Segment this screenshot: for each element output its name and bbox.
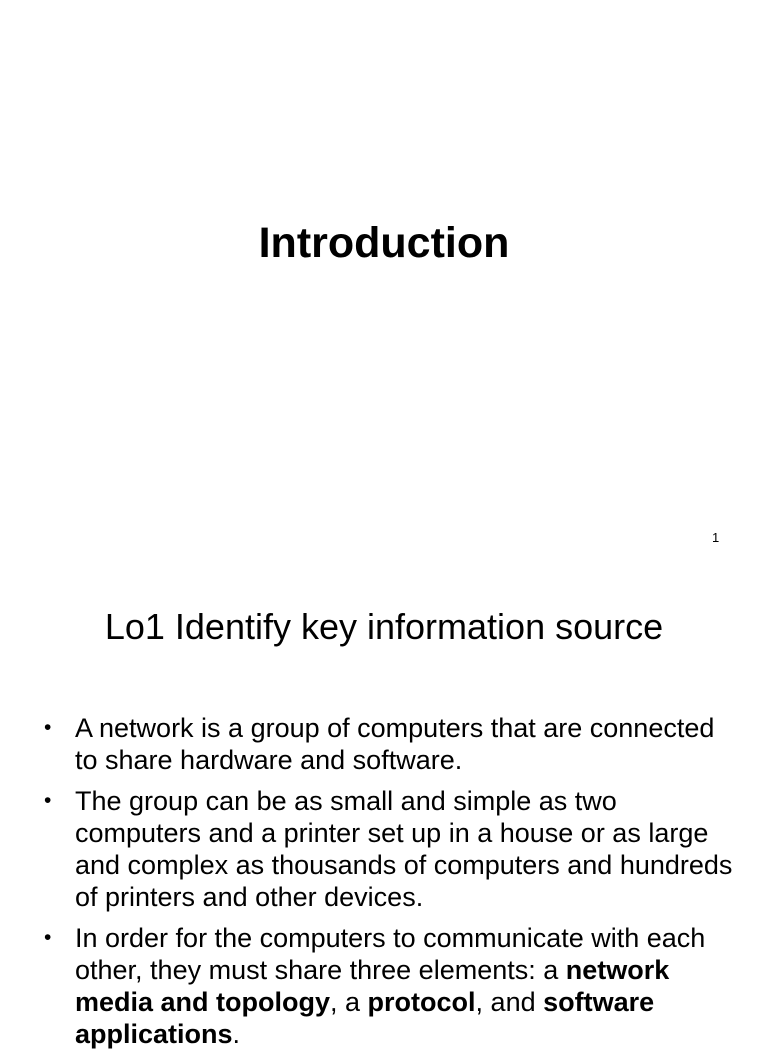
bullet-item xyxy=(44,785,734,913)
bullet-text-part: In order for the computers to communicate with each other, they must share three elements: a xyxy=(75,923,706,985)
bullet-dot-icon: • xyxy=(44,716,52,739)
bullet-dot-icon: • xyxy=(44,789,52,812)
bullet-bold-term: software applications xyxy=(75,987,655,1049)
bullet-item xyxy=(44,922,734,1050)
bullet-text: The group can be as small and simple as two computers and a printer set up in a house or as large and complex as thousands of computers and hundreds of printers and other devices. xyxy=(75,786,733,912)
page-number: 1 xyxy=(712,530,720,545)
slide-title: Introduction xyxy=(258,219,510,267)
bullet-dot-icon: • xyxy=(44,926,52,949)
bullet-text-part: . xyxy=(232,1019,241,1049)
bullet-item xyxy=(44,712,734,776)
bullet-text-part: , and xyxy=(475,987,544,1017)
bullet-text: A network is a group of computers that are connected to share hardware and software. xyxy=(75,713,715,775)
bullet-bold-term: protocol xyxy=(367,987,476,1017)
slide-heading: Lo1 Identify key information source xyxy=(104,606,664,647)
bullet-text-part: , a xyxy=(330,987,368,1017)
bullet-list xyxy=(44,712,734,1059)
bullet-bold-term: network media and topology xyxy=(75,955,670,1017)
slide-2 xyxy=(0,576,768,1049)
